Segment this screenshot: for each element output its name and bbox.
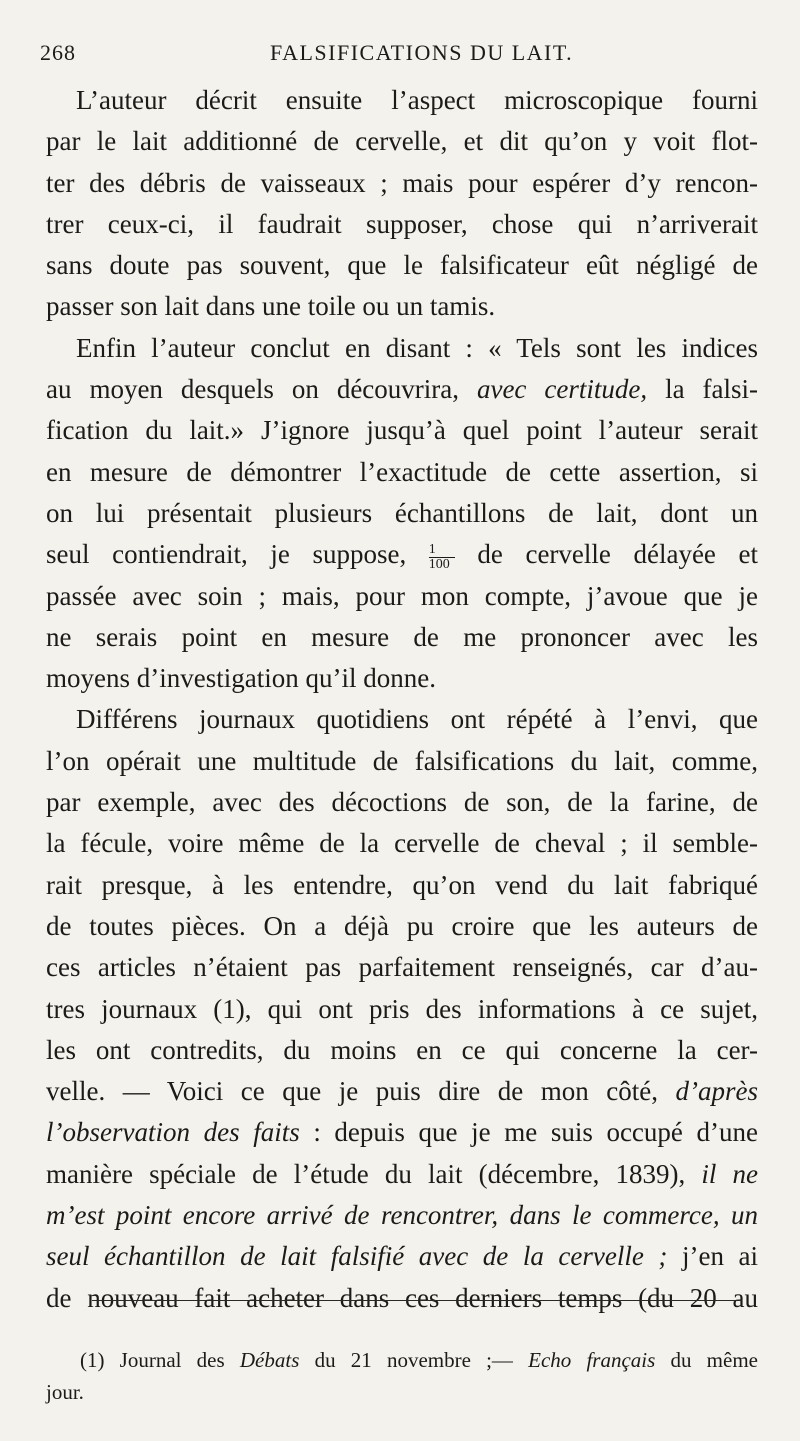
text-line: trer ceux-ci, il faudrait supposer, chose qui n’arriverait [46, 208, 758, 239]
text-segment: la falsi- [647, 374, 759, 405]
fraction [429, 543, 455, 572]
footnote [46, 1344, 758, 1408]
text-line: en mesure de démontrer l’exactitude de cette assertion, si [46, 456, 758, 487]
text-line: moyens d’investigation qu’il donne. [46, 663, 436, 694]
text-line: rait presque, à les entendre, qu’on vend du lait fabriqué [46, 869, 758, 900]
text-line: sans doute pas souvent, que le falsificateur eût négligé de [46, 250, 758, 281]
text-line: Enfin l’auteur conclut en disant : « Tels sont les indices [76, 332, 758, 363]
text-line: fication du lait.» J’ignore jusqu’à quel point l’auteur serait [46, 415, 758, 446]
italic-segment: avec certitude, [476, 374, 648, 405]
text-line: on lui présentait plusieurs échantillons de lait, dont un [46, 497, 758, 528]
text-line: ter des débris de vaisseaux ; mais pour espérer d’y rencon- [46, 167, 758, 198]
page-number: 268 [40, 40, 76, 65]
text-line [46, 534, 758, 575]
footnote-text: du 21 novembre ;— [299, 1348, 529, 1372]
text-segment: manière spéciale de l’étude du lait (décembre, 1839), [46, 1158, 702, 1189]
text-line: l’on opérait une multitude de falsifications du lait, comme, [46, 745, 758, 776]
italic-segment: seul échantillon de lait falsifié avec de la cervelle ; [46, 1241, 668, 1272]
page-header [40, 40, 760, 74]
text-line: par exemple, avec des décoctions de son, de la farine, de [46, 787, 758, 818]
text-line: Différens journaux quotidiens ont répété à l’envi, que [76, 704, 758, 735]
text-segment: de cervelle délayée et [454, 539, 758, 570]
footnote-italic: Débats [239, 1348, 300, 1372]
italic-segment: l’observation des faits [46, 1117, 300, 1148]
italic-segment: il ne [701, 1158, 758, 1189]
text-line: les ont contredits, du moins en ce qui concerne la cer- [46, 1034, 758, 1065]
running-head: FALSIFICATIONS DU LAIT. [270, 40, 574, 65]
text-line [46, 1112, 758, 1153]
text-line [46, 1236, 758, 1277]
body-text [46, 80, 758, 1319]
text-line: de toutes pièces. On a déjà pu croire que les auteurs de [46, 910, 758, 941]
footnote-text: du même [655, 1348, 758, 1372]
text-line [46, 1195, 758, 1236]
text-line: ces articles n’étaient pas parfaitement renseignés, car d’au- [46, 952, 758, 983]
italic-segment: m’est point encore arrivé de rencontrer, dans le commerce, un [46, 1200, 758, 1231]
text-line: de nouveau fait acheter dans ces derniers temps (du 20 au [46, 1282, 758, 1313]
footnote-divider [92, 1300, 742, 1301]
text-line: par le lait additionné de cervelle, et dit qu’on y voit flot- [46, 126, 758, 157]
fraction-denominator: 100 [428, 556, 450, 572]
footnote-text: (1) Journal des [80, 1348, 240, 1372]
text-segment: : depuis que je me suis occupé d’une [299, 1117, 758, 1148]
text-segment: seul contiendrait, je suppose, [46, 539, 429, 570]
text-line [46, 1071, 758, 1112]
text-line: tres journaux (1), qui ont pris des informations à ce sujet, [46, 993, 758, 1024]
text-line: passer son lait dans une toile ou un tamis. [46, 291, 496, 322]
text-line: la fécule, voire même de la cervelle de cheval ; il semble- [46, 828, 758, 859]
footnote-italic: Echo français [528, 1348, 656, 1372]
text-segment: velle. — Voici ce que je puis dire de mon côté, [46, 1076, 676, 1107]
fraction-numerator: 1 [429, 543, 455, 558]
text-line [46, 369, 758, 410]
text-line: L’auteur décrit ensuite l’aspect microscopique fourni [76, 85, 758, 115]
text-segment: au moyen desquels on découvrira, [46, 374, 477, 405]
footnote-line: jour. [46, 1380, 84, 1404]
footnote-line [46, 1344, 758, 1376]
italic-segment: d’après [675, 1076, 758, 1107]
text-line: passée avec soin ; mais, pour mon compte, j’avoue que je [46, 580, 758, 611]
text-line [46, 1154, 758, 1195]
text-line: ne serais point en mesure de me prononcer avec les [46, 621, 758, 652]
text-segment: j’en ai [667, 1241, 758, 1272]
